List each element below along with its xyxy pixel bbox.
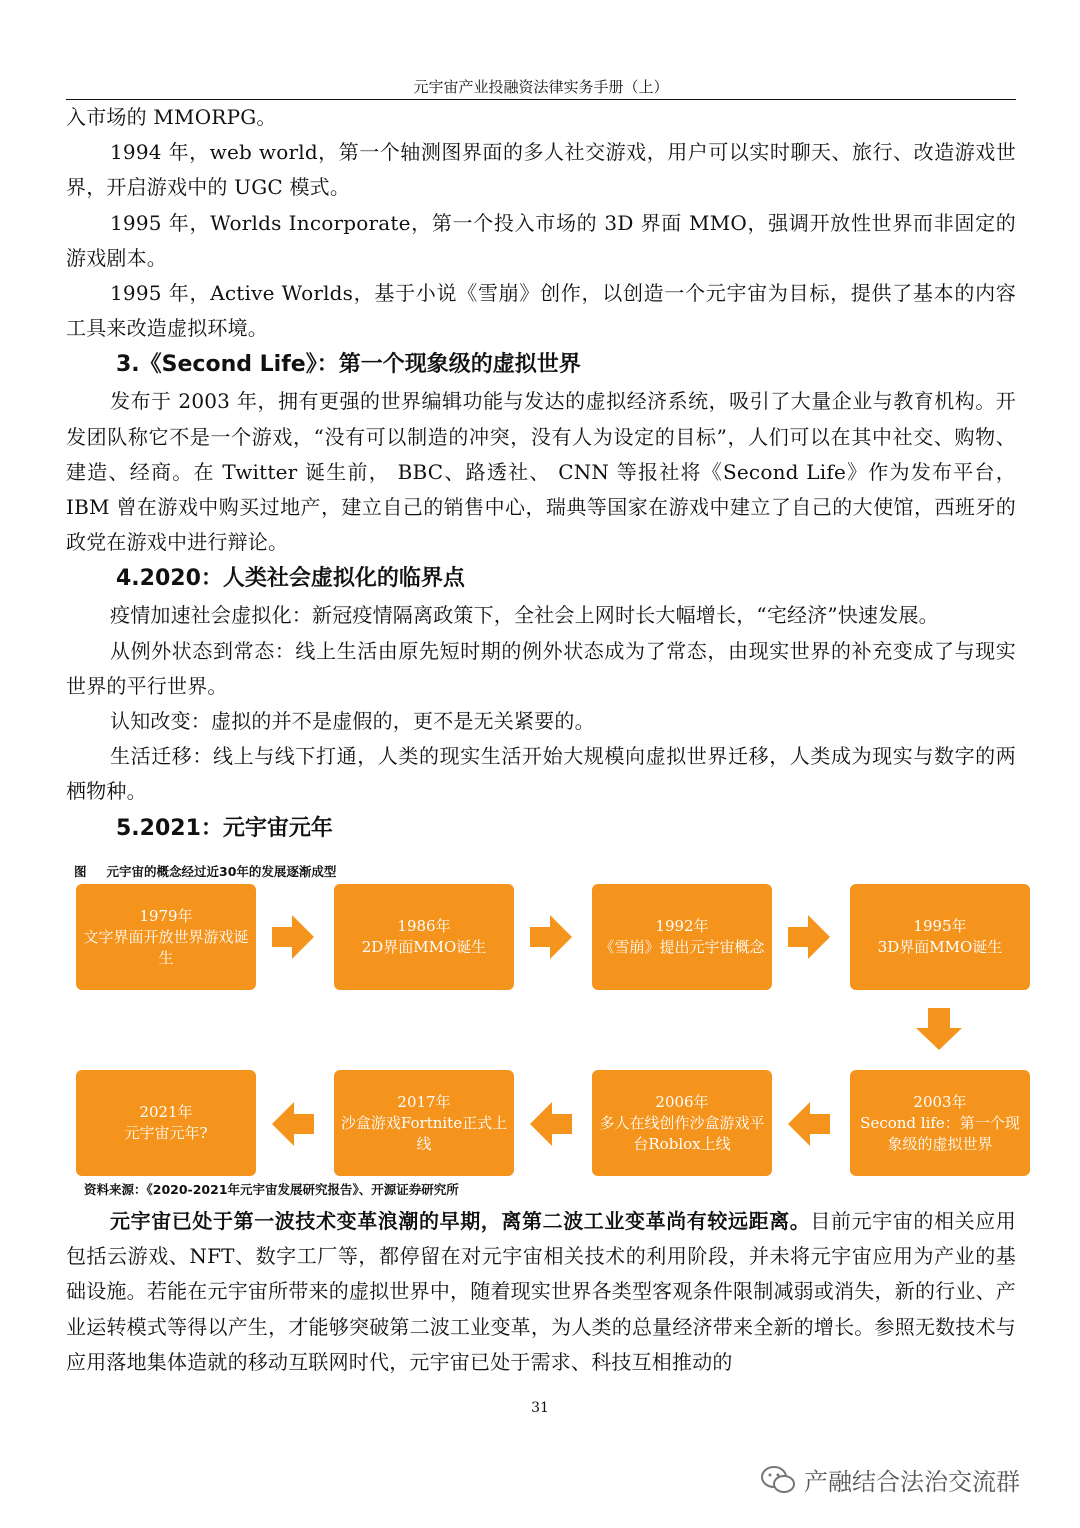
timeline-year: 1979年: [139, 906, 193, 925]
timeline-text: 多人在线创作沙盒游戏平台Roblox上线: [599, 1113, 765, 1153]
paragraph: 发布于 2003 年，拥有更强的世界编辑功能与发达的虚拟经济系统，吸引了大量企业与教育机构。开发团队称它不是一个游戏，“没有可以制造的冲突，没有人为设定的目标”，人们可以在其中社交、购物、建造、经商。在 Twitter 诞生前， BBC、路透社、 CNN 等报社将《Second Life》作为发布平台，IBM 曾在游戏中购买过地产，建立自己的销售中心，瑞典等国家在游戏中建立了自己的大使馆，西班牙的政党在游戏中进行辩论。: [66, 389, 1016, 555]
timeline-year: 1986年: [397, 917, 451, 935]
timeline-box-2003: [850, 1070, 1030, 1176]
timeline-year: 2006年: [655, 1092, 709, 1111]
bold-lead: 元宇宙已处于第一波技术变革浪潮的早期，离第二波工业变革尚有较远距离。: [110, 1209, 811, 1233]
timeline-box-1979: [76, 884, 256, 990]
timeline-text: Second life：第一个现象级的虚拟世界: [860, 1113, 1020, 1153]
timeline-text: 3D界面MMO诞生: [877, 938, 1003, 956]
figure-caption-text: 元宇宙的概念经过近30年的发展逐渐成型: [106, 864, 337, 879]
paragraph: 疫情加速社会虚拟化：新冠疫情隔离政策下，全社会上网时长大幅增长，“宅经济”快速发展。: [110, 603, 939, 628]
timeline-box-1992: [592, 884, 772, 990]
arrow-left-icon: [788, 1102, 830, 1146]
figure-label: 图: [74, 864, 87, 879]
arrow-left-icon: [272, 1102, 314, 1146]
arrow-down-icon: [916, 1008, 962, 1050]
section-heading: 3.《Second Life》：第一个现象级的虚拟世界: [116, 352, 581, 378]
paragraph: 1995 年，Worlds Incorporate，第一个投入市场的 3D 界面 MMO，强调开放性世界而非固定的游戏剧本。: [66, 210, 1016, 270]
timeline-year: 1992年: [655, 917, 709, 935]
timeline-year: 1995年: [913, 917, 967, 935]
timeline-text: 文字界面开放世界游戏诞生: [83, 927, 249, 967]
paragraph: 生活迁移：线上与线下打通，人类的现实生活开始大规模向虚拟世界迁移，人类成为现实与数字的两栖物种。: [66, 744, 1016, 804]
timeline-box-1995: [850, 884, 1030, 990]
figure-caption: [74, 862, 336, 880]
timeline-text: 沙盒游戏Fortnite正式上线: [340, 1113, 508, 1153]
timeline-box-2021: [76, 1070, 256, 1176]
timeline-box-1986: [334, 884, 514, 990]
timeline-box-2017: [334, 1070, 514, 1176]
timeline-year: 2021年: [139, 1103, 193, 1121]
arrow-right-icon: [272, 915, 314, 959]
page-number: 31: [531, 1400, 549, 1416]
timeline-text: 2D界面MMO诞生: [361, 938, 487, 956]
paragraph: 1995 年，Active Worlds，基于小说《雪崩》创作，以创造一个元宇宙为目标，提供了基本的内容工具来改造虚拟环境。: [66, 281, 1016, 341]
paragraph-rest: 目前元宇宙的相关应用包括云游戏、NFT、数字工厂等，都停留在对元宇宙相关技术的利用阶段，并未将元宇宙应用为产业的基础设施。若能在元宇宙所带来的虚拟世界中，随着现实世界各类型客观条件限制减弱或消失，新的行业、产业运转模式等得以产生，才能够突破第二波工业变革，为人类的总量经济带来全新的增长。参照无数技术与应用落地集体造就的移动互联网时代，元宇宙已处于需求、科技互相推动的: [66, 1209, 1016, 1374]
watermark: [760, 1462, 1020, 1497]
timeline-box-2006: [592, 1070, 772, 1176]
section-heading: 4.2020：人类社会虚拟化的临界点: [116, 566, 465, 592]
arrow-right-icon: [530, 915, 572, 959]
timeline-year: 2003年: [913, 1092, 967, 1111]
section-heading: 5.2021：元宇宙元年: [116, 815, 333, 841]
page-header: 元宇宙产业投融资法律实务手册（上）: [413, 78, 669, 96]
paragraph: 入市场的 MMORPG。: [66, 105, 277, 129]
body-text: [66, 100, 1016, 848]
arrow-left-icon: [530, 1102, 572, 1146]
paragraph: 从例外状态到常态：线上生活由原先短时期的例外状态成为了常态，由现实世界的补充变成了与现实世界的平行世界。: [66, 638, 1016, 698]
figure-source: 资料来源：《2020-2021年元宇宙发展研究报告》、开源证券研究所: [84, 1182, 459, 1197]
paragraph: 1994 年，web world，第一个轴测图界面的多人社交游戏，用户可以实时聊天、旅行、改造游戏世界，开启游戏中的 UGC 模式。: [66, 140, 1016, 200]
arrow-right-icon: [788, 915, 830, 959]
paragraph: [66, 1204, 1016, 1380]
closing-text: [66, 1204, 1016, 1380]
watermark-text: 产融结合法治交流群: [804, 1468, 1020, 1496]
wechat-icon: [760, 1465, 796, 1495]
paragraph: 认知改变：虚拟的并不是虚假的，更不是无关紧要的。: [110, 709, 595, 734]
timeline-year: 2017年: [397, 1092, 451, 1111]
timeline-text: 元宇宙元年?: [124, 1124, 208, 1142]
timeline-text: 《雪崩》提出元宇宙概念: [599, 938, 765, 956]
